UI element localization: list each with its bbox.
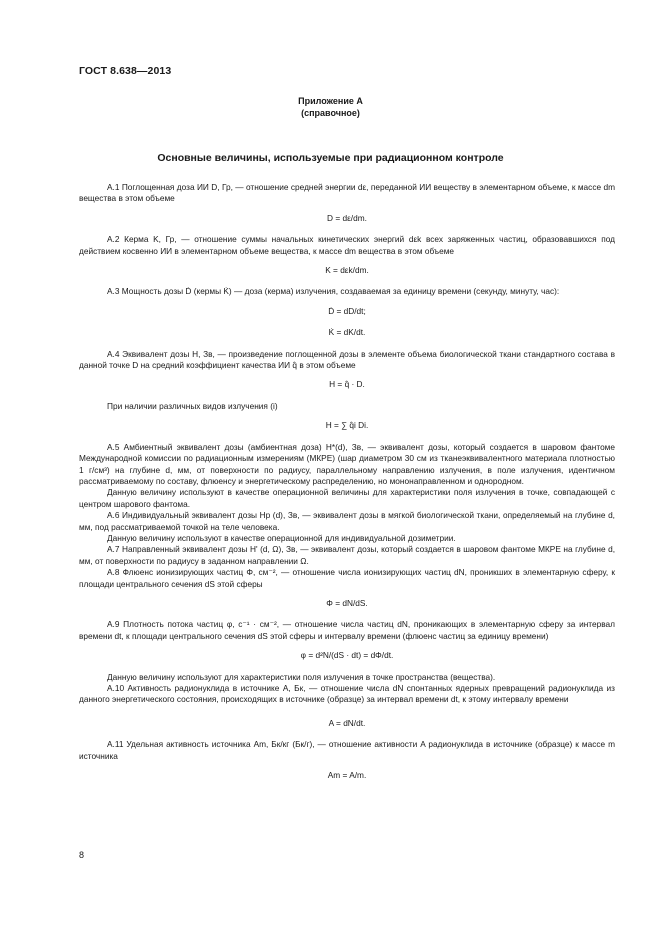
formula-a8: Φ = dN/dS.	[326, 597, 368, 608]
formula-a10: A = dN/dt.	[328, 717, 366, 728]
paragraph-a7: А.7 Направленный эквивалент дозы H' (d, Ω), Зв, — эквивалент дозы, который создается в шаровом фантоме МКРЕ на глубине d, мм, от поверхности по радиусу в заданном направлении Ω.	[79, 544, 615, 566]
formula-a4-sum: H = ∑ q̂i Di.	[325, 420, 369, 431]
formula-a9: φ = d²N/(dS · dt) = dΦ/dt.	[300, 650, 394, 661]
paragraph-a6-note: Данную величину используют в качестве операционной для индивидуальной дозиметрии.	[107, 532, 456, 543]
formula-a2: K = dεk/dm.	[325, 265, 369, 276]
document-body	[79, 182, 615, 791]
formula-a3-kerma-rate: K̇ = dK/dt.	[328, 327, 366, 338]
paragraph-a8: А.8 Флюенс ионизирующих частиц Φ, см⁻², — отношение числа ионизирующих частиц dN, проникших в элементарную сферу, к площади центрального сечения dS этой сферы	[79, 567, 615, 589]
paragraph-a4: А.4 Эквивалент дозы H, Зв, — произведение поглощенной дозы в элементе объема биологической ткани стандартного состава в данной точке D на средний коэффициент качества ИИ q̂ в этом объеме	[79, 348, 615, 371]
paragraph-a2: А.2 Керма K, Гр, — отношение суммы начальных кинетических энергий dεk всех заряженных частиц, образовавшихся под действием косвенно ИИ в элементарном объеме вещества, к массе dm вещества в этом объеме	[79, 234, 615, 256]
formula-a3-dose-rate: Ḋ = dD/dt;	[328, 305, 366, 316]
paragraph-a5-note: Данную величину используют в качестве операционной величины для характеристики поля излучения в точке, совпадающей с центром шарового фантома.	[79, 487, 615, 509]
paragraph-a4-note: При наличии различных видов излучения (i)	[107, 400, 278, 411]
formula-a4: H = q̂ · D.	[329, 379, 365, 390]
formula-a11: Am = A/m.	[327, 770, 367, 781]
page-title: Основные величины, используемые при радиационном контроле	[157, 152, 504, 164]
paragraph-a9-note: Данную величину используют для характеристики поля излучения в точке пространства (вещества).	[107, 671, 496, 682]
formula-a1: D = dε/dm.	[327, 212, 367, 223]
paragraph-a6: А.6 Индивидуальный эквивалент дозы Hp (d), Зв, — эквивалент дозы в мягкой биологической ткани, определяемый на глубине d, мм, под рассматриваемой точкой на теле человека.	[79, 510, 615, 532]
paragraph-a1: А.1 Поглощенная доза ИИ D, Гр, — отношение средней энергии dε, переданной ИИ веществу в элементарном объеме, к массе dm вещества в этом объеме	[79, 182, 615, 204]
annex-label: Приложение А	[298, 96, 363, 106]
paragraph-a11: А.11 Удельная активность источника Am, Бк/кг (Бк/г), — отношение активности A радионуклида в источнике (образце) к массе m источника	[79, 739, 615, 761]
annex-heading	[0, 95, 661, 119]
paragraph-a9: А.9 Плотность потока частиц φ, с⁻¹ · см⁻², — отношение числа частиц dN, проникающих в элементарную сферу за интервал времени dt, к площади центрального сечения dS этой сферы и интервалу времени (флюенс частиц за единицу времени)	[79, 619, 615, 641]
annex-status: (справочное)	[301, 108, 360, 118]
paragraph-a3: А.3 Мощность дозы Ḋ (кермы K̇) — доза (керма) излучения, создаваемая за единицу времени (секунду, минуту, час):	[107, 286, 560, 297]
paragraph-a5: А.5 Амбиентный эквивалент дозы (амбиентная доза) H*(d), Зв, — эквивалент дозы, который создается в шаровом фантоме Международной комиссии по радиационным измерениям (МКРЕ) (шар диаметром 30 см из тканеэквивалентного материала плотностью 1 г/см³) на глубине d, мм, от поверхности по радиусу, параллельному направлению излучения, в поле излучения, идентичном рассматриваемому по составу, флюенсу и энергетическому распределению, но мононаправленном и однородном.	[79, 441, 615, 486]
document-header: ГОСТ 8.638—2013	[79, 65, 172, 77]
paragraph-a10: А.10 Активность радионуклида в источнике A, Бк, — отношение числа dN спонтанных ядерных превращений радионуклида из данного энергетического состояния, происходящих в источнике (образце) за интервал времени dt, к этому интервалу времени	[79, 683, 615, 705]
page-number: 8	[79, 850, 85, 860]
